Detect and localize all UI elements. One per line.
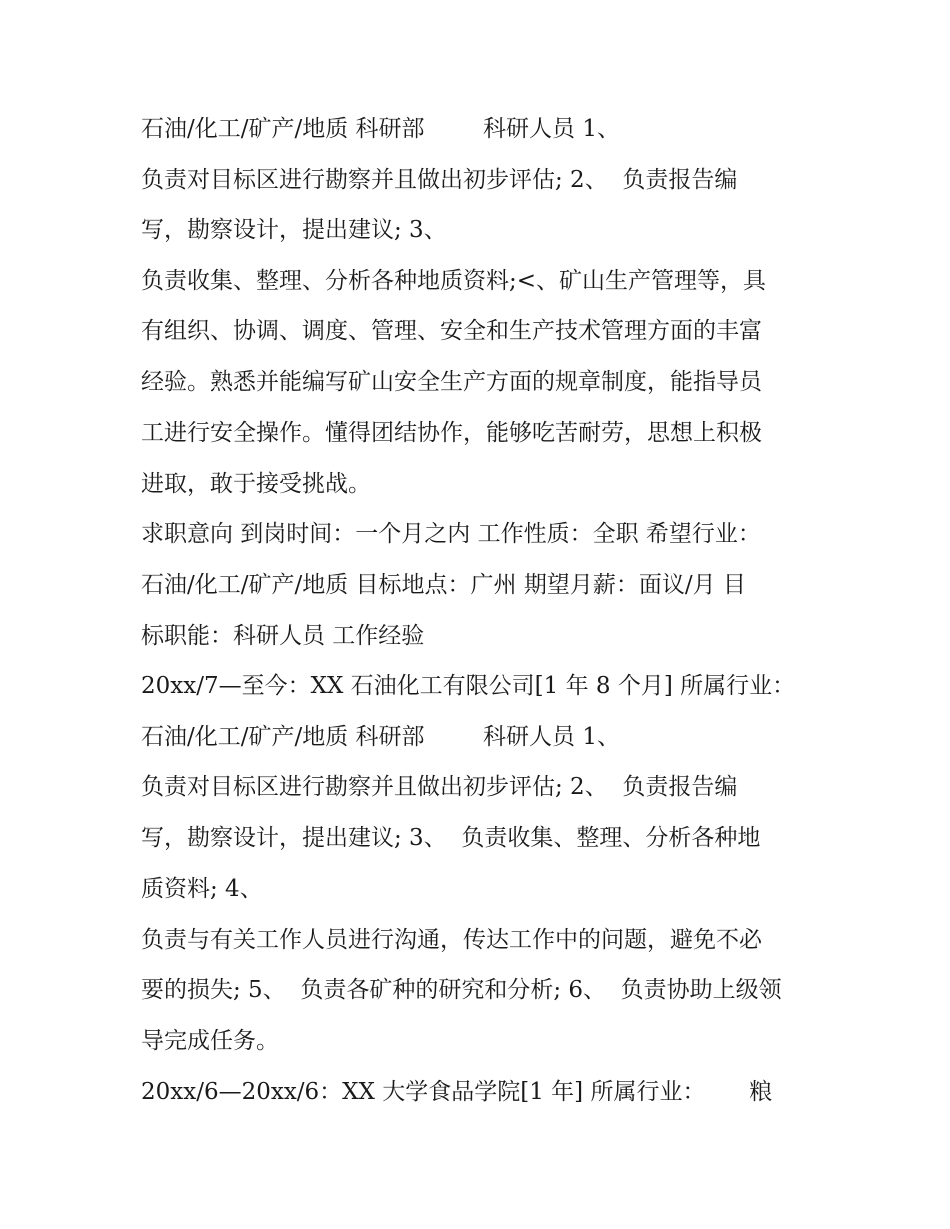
- text-line-8: 进取，敢于接受挑战。: [141, 471, 371, 497]
- text-line-9: 求职意向 到岗时间：一个月之内 工作性质：全职 希望行业：: [141, 521, 761, 547]
- text-line-16: 质资料; 4、: [141, 876, 263, 902]
- text-line-13: 石油/化工/矿产/地质 科研部 科研人员 1、: [141, 724, 620, 750]
- text-line-18: 要的损失; 5、 负责各矿种的研究和分析; 6、 负责协助上级领: [141, 977, 782, 1003]
- text-line-17: 负责与有关工作人员进行沟通，传达工作中的问题，避免不必: [141, 927, 762, 953]
- text-line-10: 石油/化工/矿产/地质 目标地点：广州 期望月薪：面议/月 目: [141, 572, 746, 598]
- text-line-7: 工进行安全操作。懂得团结协作，能够吃苦耐劳，思想上积极: [141, 420, 762, 446]
- text-line-6: 经验。熟悉并能编写矿山安全生产方面的规章制度，能指导员: [141, 369, 762, 395]
- text-line-5: 有组织、协调、调度、管理、安全和生产技术管理方面的丰富: [141, 318, 762, 344]
- text-line-20: 20xx/6—20xx/6：XX 大学食品学院[1 年] 所属行业： 粮: [141, 1079, 773, 1105]
- text-line-14: 负责对目标区进行勘察并且做出初步评估; 2、 负责报告编: [141, 774, 738, 800]
- text-line-12: 20xx/7—至今：XX 石油化工有限公司[1 年 8 个月] 所属行业：: [141, 673, 796, 699]
- text-line-11: 标职能：科研人员 工作经验: [141, 623, 425, 649]
- text-line-2: 负责对目标区进行勘察并且做出初步评估; 2、 负责报告编: [141, 167, 738, 193]
- text-line-4: 负责收集、整理、分析各种地质资料;<、矿山生产管理等，具: [141, 268, 767, 294]
- text-line-3: 写，勘察设计，提出建议; 3、: [141, 217, 447, 243]
- text-line-1: 石油/化工/矿产/地质 科研部 科研人员 1、: [141, 116, 620, 142]
- text-line-15: 写，勘察设计，提出建议; 3、 负责收集、整理、分析各种地: [141, 825, 761, 851]
- text-line-19: 导完成任务。: [141, 1028, 279, 1054]
